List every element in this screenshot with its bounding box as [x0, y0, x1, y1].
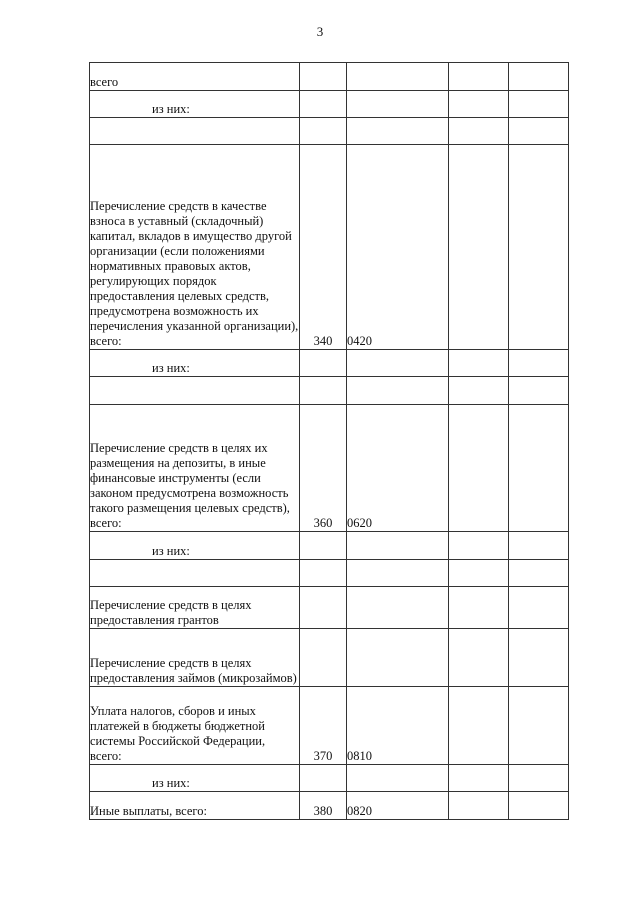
row-value-cell: [509, 687, 569, 765]
row-kbk-code: 0810: [347, 687, 449, 765]
row-line-code: 370: [300, 687, 347, 765]
row-label: [90, 118, 300, 145]
row-kbk-code: [347, 587, 449, 629]
row-value-cell: [449, 145, 509, 350]
report-table: [89, 62, 569, 820]
row-value-cell: [449, 532, 509, 560]
row-value-cell: [449, 63, 509, 91]
row-kbk-code: [347, 765, 449, 792]
row-label: Перечисление средств в целях их размещения на депозиты, в иные финансовые инструменты (если законом предусмотрена возможность такого размещения целевых средств), всего:: [90, 405, 300, 532]
table-row-iz-nikh-3: [90, 532, 569, 560]
table-row-iz-nikh-2: [90, 350, 569, 377]
row-value-cell: [509, 587, 569, 629]
row-kbk-code: [347, 350, 449, 377]
row-label: из них:: [90, 91, 300, 118]
row-line-code: [300, 765, 347, 792]
row-value-cell: [509, 91, 569, 118]
row-label: [90, 377, 300, 405]
row-value-cell: [449, 765, 509, 792]
table-row-empty-2: [90, 377, 569, 405]
row-value-cell: [449, 687, 509, 765]
row-kbk-code: [347, 377, 449, 405]
table-row-iz-nikh-1: [90, 91, 569, 118]
row-value-cell: [509, 63, 569, 91]
row-label: из них:: [90, 765, 300, 792]
row-kbk-code: [347, 91, 449, 118]
table-row-vsego-top: [90, 63, 569, 91]
table-row-taxes: [90, 687, 569, 765]
row-value-cell: [509, 405, 569, 532]
row-value-cell: [509, 792, 569, 820]
row-kbk-code: 0820: [347, 792, 449, 820]
row-label: всего: [90, 63, 300, 91]
row-label: [90, 560, 300, 587]
row-value-cell: [449, 91, 509, 118]
row-value-cell: [449, 629, 509, 687]
row-value-cell: [509, 629, 569, 687]
table-row-empty-3: [90, 560, 569, 587]
row-value-cell: [509, 765, 569, 792]
row-line-code: [300, 118, 347, 145]
table-row-grants: [90, 587, 569, 629]
row-value-cell: [509, 350, 569, 377]
row-value-cell: [509, 118, 569, 145]
row-value-cell: [509, 560, 569, 587]
row-kbk-code: 0620: [347, 405, 449, 532]
row-value-cell: [449, 792, 509, 820]
row-value-cell: [449, 350, 509, 377]
row-line-code: 380: [300, 792, 347, 820]
table-row-deposits: [90, 405, 569, 532]
report-table-body: [90, 63, 569, 820]
table-row-empty-1: [90, 118, 569, 145]
row-value-cell: [509, 145, 569, 350]
row-value-cell: [449, 377, 509, 405]
row-line-code: [300, 350, 347, 377]
row-kbk-code: [347, 560, 449, 587]
row-line-code: [300, 629, 347, 687]
row-label: из них:: [90, 350, 300, 377]
row-value-cell: [509, 377, 569, 405]
row-kbk-code: 0420: [347, 145, 449, 350]
row-kbk-code: [347, 63, 449, 91]
row-label: Перечисление средств в целях предоставления грантов: [90, 587, 300, 629]
table-row-iz-nikh-4: [90, 765, 569, 792]
row-line-code: [300, 560, 347, 587]
row-value-cell: [449, 560, 509, 587]
row-line-code: 340: [300, 145, 347, 350]
row-value-cell: [449, 118, 509, 145]
row-line-code: [300, 532, 347, 560]
row-label: Перечисление средств в качестве взноса в уставный (складочный) капитал, вкладов в имущество другой организации (если положениями нормативных правовых актов, регулирующих порядок предоставления целевых средств, предусмотрена возможность их перечисления указанной организации), всего:: [90, 145, 300, 350]
row-line-code: [300, 63, 347, 91]
table-row-charter-capital: [90, 145, 569, 350]
row-line-code: [300, 377, 347, 405]
table-row-loans: [90, 629, 569, 687]
row-label: Перечисление средств в целях предоставления займов (микрозаймов): [90, 629, 300, 687]
row-label: Иные выплаты, всего:: [90, 792, 300, 820]
page-number: 3: [316, 24, 324, 39]
row-value-cell: [449, 405, 509, 532]
row-line-code: [300, 91, 347, 118]
row-label: Уплата налогов, сборов и иных платежей в бюджеты бюджетной системы Российской Федерации, всего:: [90, 687, 300, 765]
row-kbk-code: [347, 118, 449, 145]
row-line-code: [300, 587, 347, 629]
row-line-code: 360: [300, 405, 347, 532]
table-row-other-payments: [90, 792, 569, 820]
row-kbk-code: [347, 532, 449, 560]
row-kbk-code: [347, 629, 449, 687]
row-value-cell: [449, 587, 509, 629]
row-label: из них:: [90, 532, 300, 560]
row-value-cell: [509, 532, 569, 560]
